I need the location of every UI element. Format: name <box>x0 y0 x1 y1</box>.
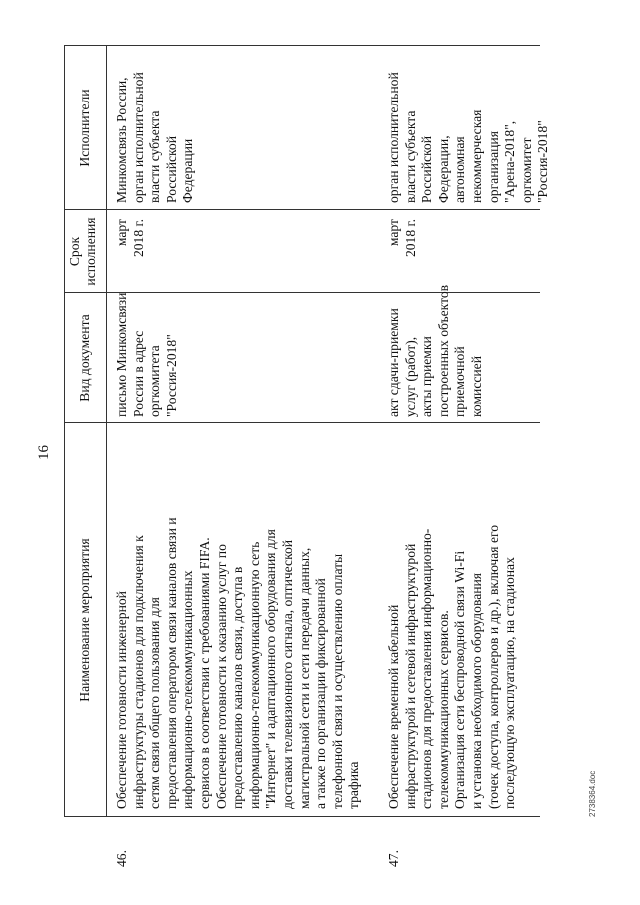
text-line: телекоммуникационных сервисов. <box>435 610 451 809</box>
header-deadline-line: исполнения <box>83 217 98 286</box>
text-line: "Арена-2018", <box>502 120 518 203</box>
row-executors <box>114 72 197 203</box>
row-event-text <box>114 517 363 809</box>
row-event-text <box>386 525 519 809</box>
text-line: и установка необходимого оборудования <box>468 572 484 809</box>
text-line: сетям связи общего пользования для <box>147 597 163 809</box>
footer-code: 2738364.doc <box>588 770 597 817</box>
text-line: власти субъекта <box>402 110 418 203</box>
row-executors <box>386 72 552 203</box>
text-line: Организация сети беспроводной связи Wi-Fi <box>452 550 468 809</box>
text-line: организация <box>485 131 501 203</box>
text-line: орган исполнительной <box>386 72 401 203</box>
text-line: Обеспечение готовности к оказанию услуг по <box>213 544 229 809</box>
text-line: "Интернет" и адаптационного оборудования для <box>263 529 279 809</box>
text-line: Обеспечение готовности инженерной <box>114 591 129 809</box>
text-line: инфраструктуры стадионов для подключения к <box>130 535 146 809</box>
table-border-left <box>64 816 540 817</box>
header-executors: Исполнители <box>77 89 92 167</box>
header-doc-type: Вид документа <box>77 314 92 402</box>
text-line: предоставления оператором связи каналов связи и <box>163 517 179 809</box>
plan-table <box>64 45 551 867</box>
text-line: сервисов в соответствии с требованиями FIFA. <box>196 537 212 809</box>
text-line: (точек доступа, контроллеров и др.), включая его <box>485 524 501 809</box>
text-line: автономная <box>452 136 468 203</box>
text-line: доставки телевизионного сигнала, оптической <box>279 539 295 809</box>
text-line: письмо Минкомсвязи <box>114 292 129 417</box>
text-line: март <box>114 219 129 247</box>
text-line: России в адрес <box>130 330 146 417</box>
text-line: приемочной <box>452 346 468 417</box>
text-line: Российской <box>163 136 179 203</box>
header-deadline <box>67 210 99 293</box>
text-line: инфраструктурой и сетевой инфраструктурой <box>402 543 418 809</box>
table-border-top <box>64 45 65 817</box>
text-line: акт сдачи-приемки <box>386 308 401 417</box>
text-line: построенных объектов <box>435 284 451 417</box>
text-line: Обеспечение временной кабельной <box>386 604 401 809</box>
text-line: орган исполнительной <box>130 72 146 203</box>
text-line: стадионов для предоставления информационно- <box>419 528 435 809</box>
row-deadline <box>114 219 147 293</box>
text-line: "Россия-2018" <box>163 334 179 417</box>
text-line: а также по организации фиксированной <box>313 578 329 809</box>
page-number: 16 <box>36 445 52 460</box>
text-line: 2018 г. <box>402 219 418 258</box>
row-number: 46. <box>114 850 129 867</box>
text-line: 2018 г. <box>130 219 146 258</box>
text-line: власти субъекта <box>147 110 163 203</box>
text-line: магистральной сети и сети передачи данных, <box>296 547 312 809</box>
text-line: Минкомсвязь России, <box>114 77 129 203</box>
header-divider <box>106 45 107 817</box>
text-line: услуг (работ), <box>402 336 418 417</box>
table-border-right <box>64 45 540 46</box>
row-deadline <box>386 219 419 293</box>
column-divider <box>64 422 540 423</box>
text-line: предоставлению каналов связи, доступа в <box>230 566 246 809</box>
text-line: Федерации <box>180 138 196 203</box>
text-line: телефонной связи и осуществлению оплаты <box>329 553 345 809</box>
text-line: трафика <box>346 761 362 809</box>
text-line: некоммерческая <box>468 109 484 203</box>
text-line: информационно-телекоммуникационных <box>180 570 196 809</box>
header-event: Наименование мероприятия <box>77 538 92 702</box>
text-line: акты приемки <box>419 336 435 417</box>
text-line: Федерации, <box>435 135 451 203</box>
text-line: Российской <box>419 136 435 203</box>
text-line: "Россия-2018" <box>535 120 551 203</box>
column-divider <box>64 209 540 210</box>
row-number: 47. <box>386 850 401 867</box>
row-doc-type <box>386 285 486 417</box>
header-deadline-line: Срок <box>67 236 82 267</box>
text-line: последующую эксплуатацию, на стадионах <box>502 557 518 809</box>
text-line: комиссией <box>468 356 484 417</box>
text-line: информационно-телекоммуникационную сеть <box>246 541 262 809</box>
text-line: оргкомитета <box>147 345 163 417</box>
row-doc-type <box>114 293 180 417</box>
text-line: оргкомитет <box>518 137 534 203</box>
text-line: март <box>386 219 401 247</box>
